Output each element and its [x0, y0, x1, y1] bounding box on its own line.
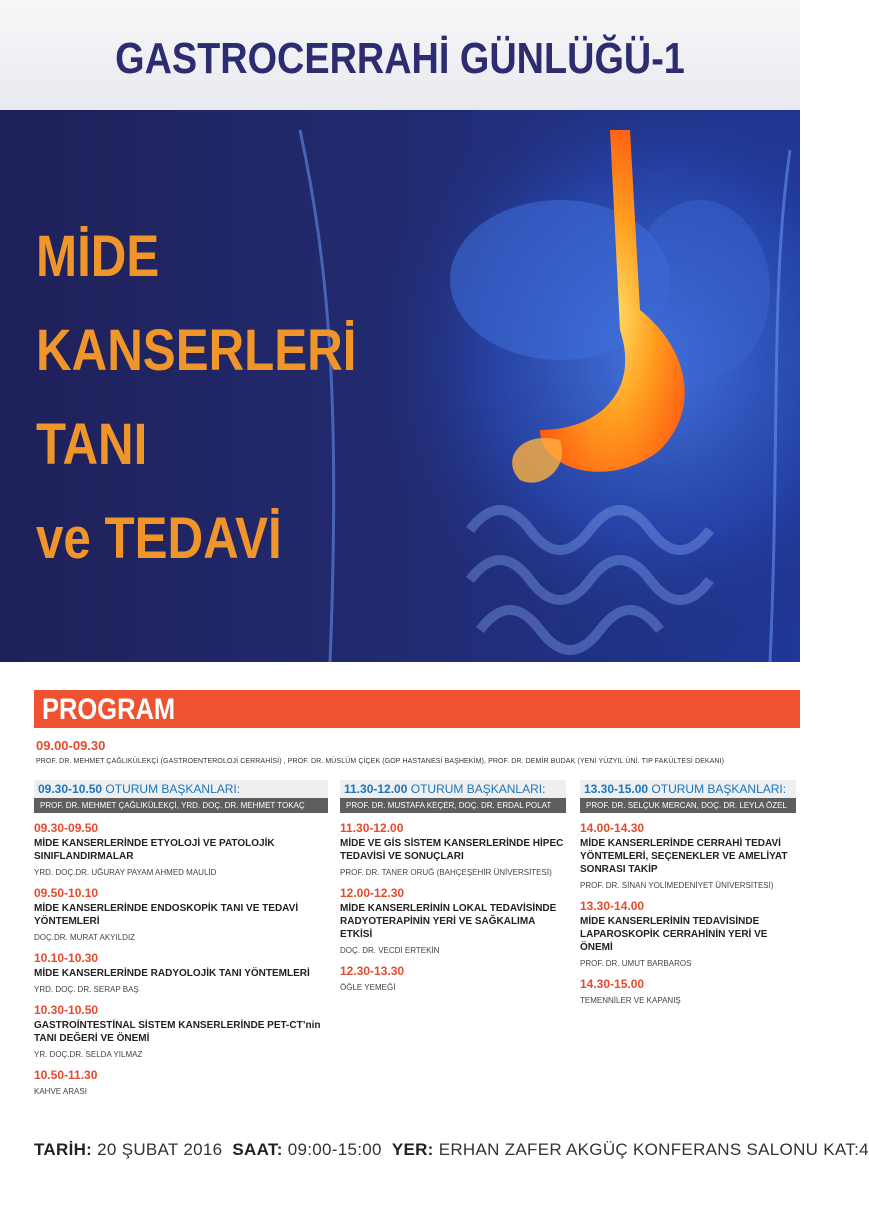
item-speaker: YRD. DOÇ. DR. SERAP BAŞ	[34, 985, 139, 994]
session-chair-header	[340, 780, 566, 798]
program-item	[34, 821, 328, 878]
item-time: 09.30-09.50	[34, 821, 99, 835]
item-title: GASTROİNTESTİNAL SİSTEM KANSERLERİNDE PET-CT’nin TANI DEĞERİ VE ÖNEMİ	[34, 1020, 321, 1044]
item-speaker: DOÇ. DR. VECDİ ERTEKİN	[340, 946, 440, 955]
item-speaker: YR. DOÇ.DR. SELDA YILMAZ	[34, 1050, 143, 1059]
item-title: MİDE KANSERLERİNDE RADYOLOJİK TANI YÖNTEMLERİ	[34, 968, 310, 979]
item-time: 09.50-10.10	[34, 886, 99, 900]
hero-line: MİDE	[36, 224, 160, 289]
item-title: MİDE VE GİS SİSTEM KANSERLERİNDE HİPEC TEDAVİSİ VE SONUÇLARI	[340, 838, 564, 862]
session-column-1	[34, 780, 328, 1097]
session-chairs: PROF. DR. MUSTAFA KEÇER, DOÇ. DR. ERDAL POLAT	[340, 798, 566, 813]
session-chair-label: OTURUM BAŞKANLARI:	[651, 782, 787, 796]
hero-title	[36, 210, 376, 586]
hero-banner	[0, 110, 800, 662]
item-speaker: TEMENNİLER VE KAPANIŞ	[580, 996, 681, 1005]
session-chair-header	[580, 780, 796, 798]
item-time: 10.10-10.30	[34, 951, 99, 965]
item-time: 11.30-12.00	[340, 821, 404, 835]
session-time: 09.30-10.50	[38, 782, 103, 796]
session-column-3	[580, 780, 796, 1006]
item-title: MİDE KANSERLERİNDE CERRAHİ TEDAVİ YÖNTEMLERİ, SEÇENEKLER VE AMELİYAT SONRASI TAKİP	[580, 838, 788, 875]
session-chair-label: OTURUM BAŞKANLARI:	[105, 782, 241, 796]
item-time: 10.50-11.30	[34, 1068, 98, 1082]
program-item	[34, 1068, 328, 1097]
program-item	[580, 977, 796, 1006]
item-time: 12.30-13.30	[340, 964, 405, 978]
program-item	[340, 821, 566, 878]
session-time: 11.30-12.00	[344, 782, 408, 796]
header	[0, 0, 800, 110]
hero-line: TANI	[36, 412, 148, 477]
session-time: 13.30-15.00	[584, 782, 649, 796]
item-time: 12.00-12.30	[340, 886, 405, 900]
intro-speakers: PROF. DR. MEHMET ÇAĞLIKÜLEKÇİ (GASTROENTEROLOJİ CERRAHİSİ) , PROF. DR. MÜSLÜM ÇİÇEK (GOP HASTANESİ BAŞHEKİM), PROF. DR. DEMİR BUDAK (YENİ YÜZYIL ÜNİ. TIP FAKÜLTESİ DEKANI)	[36, 758, 725, 765]
place-value: ERHAN ZAFER AKGÜÇ KONFERANS SALONU KAT:4	[438, 1140, 869, 1159]
place-label: YER:	[391, 1140, 434, 1159]
item-speaker: YRD. DOÇ.DR. UĞURAY PAYAM AHMED MAULİD	[34, 868, 217, 877]
item-speaker: ÖĞLE YEMEĞİ	[340, 983, 396, 992]
item-speaker: KAHVE ARASI	[34, 1087, 87, 1096]
hero-line: KANSERLERİ	[36, 318, 357, 383]
program-item	[34, 886, 328, 943]
item-time: 14.00-14.30	[580, 821, 645, 835]
event-footer	[34, 1140, 869, 1160]
item-time: 14.30-15.00	[580, 977, 645, 991]
program-section	[0, 662, 800, 1220]
program-item	[34, 951, 328, 995]
date-value: 20 ŞUBAT 2016	[97, 1140, 223, 1159]
item-speaker: PROF. DR. SİNAN YOLİMEDENİYET ÜNİVERSİTESİ)	[580, 881, 774, 890]
item-title: MİDE KANSERLERİNDE ENDOSKOPİK TANI VE TEDAVİ YÖNTEMLERİ	[34, 903, 299, 927]
session-chairs: PROF. DR. SELÇUK MERCAN, DOÇ. DR. LEYLA ÖZEL	[580, 798, 796, 813]
session-chair-label: OTURUM BAŞKANLARI:	[410, 782, 546, 796]
time-value: 09:00-15:00	[287, 1140, 382, 1159]
hero-line: ve TEDAVİ	[36, 506, 282, 571]
item-speaker: PROF. DR. UMUT BARBAROS	[580, 959, 692, 968]
program-item	[580, 899, 796, 969]
time-label: SAAT:	[232, 1140, 283, 1159]
program-item	[34, 1003, 328, 1060]
item-title: MİDE KANSERLERİNİN TEDAVİSİNDE LAPAROSKOPİK CERRAHİNİN YERİ VE ÖNEMİ	[580, 916, 768, 953]
item-title: MİDE KANSERLERİNİN LOKAL TEDAVİSİNDE RADYOTERAPİNİN YERİ VE SAĞKALIMA ETKİSİ	[340, 903, 557, 940]
intro-time: 09.00-09.30	[36, 738, 106, 753]
program-header-bar	[34, 690, 800, 728]
page-title: GASTROCERRAHİ GÜNLÜĞÜ-1	[115, 34, 685, 83]
program-item	[340, 886, 566, 956]
date-label: TARİH:	[34, 1140, 93, 1159]
program-item	[340, 964, 566, 993]
program-label: PROGRAM	[42, 693, 176, 726]
session-column-2	[340, 780, 566, 993]
program-item	[580, 821, 796, 891]
item-time: 10.30-10.50	[34, 1003, 99, 1017]
item-title: MİDE KANSERLERİNDE ETYOLOJİ VE PATOLOJİK SINIFLANDIRMALAR	[34, 838, 275, 862]
session-chair-header	[34, 780, 328, 798]
item-speaker: DOÇ.DR. MURAT AKYILDIZ	[34, 933, 136, 942]
session-chairs: PROF. DR. MEHMET ÇAĞLIKÜLEKÇİ, YRD. DOÇ. DR. MEHMET TOKAÇ	[34, 798, 328, 813]
item-time: 13.30-14.00	[580, 899, 645, 913]
item-speaker: PROF. DR. TANER ORUĞ (BAHÇEŞEHİR ÜNİVERSİTESİ)	[340, 868, 552, 877]
